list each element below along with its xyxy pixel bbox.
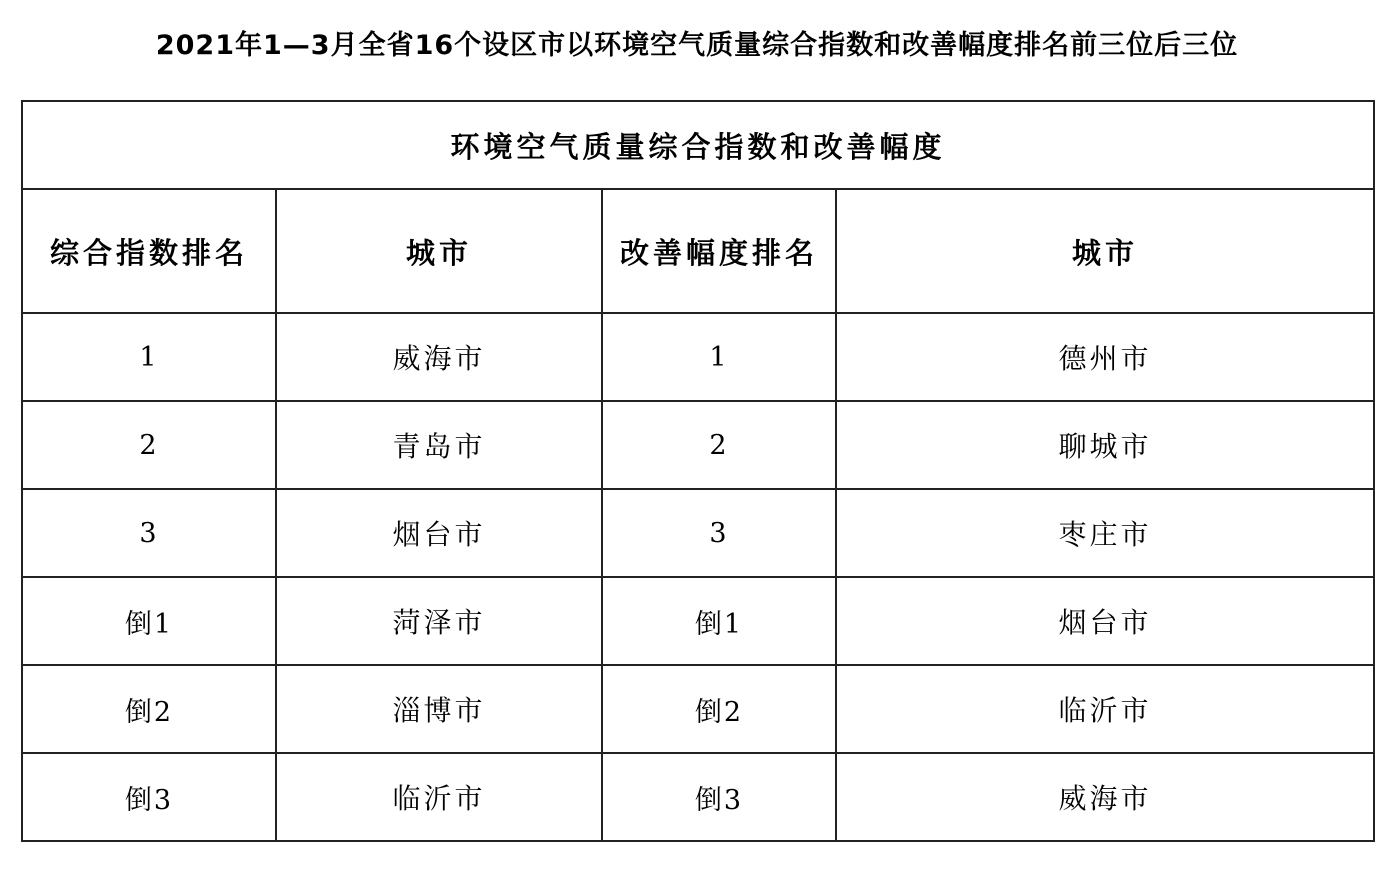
improvement-city-cell: 临沂市 bbox=[836, 665, 1374, 753]
table-row bbox=[22, 577, 1374, 665]
table-row bbox=[22, 753, 1374, 841]
table-row bbox=[22, 313, 1374, 401]
composite-rank-cell: 倒2 bbox=[22, 665, 276, 753]
composite-city-cell: 青岛市 bbox=[276, 401, 602, 489]
composite-rank-cell: 1 bbox=[22, 313, 276, 401]
improvement-rank-cell: 倒2 bbox=[602, 665, 836, 753]
improvement-rank-cell: 倒3 bbox=[602, 753, 836, 841]
ranking-table bbox=[21, 100, 1375, 842]
composite-city-cell: 淄博市 bbox=[276, 665, 602, 753]
composite-city-cell: 菏泽市 bbox=[276, 577, 602, 665]
improvement-city-cell: 聊城市 bbox=[836, 401, 1374, 489]
improvement-city-cell: 枣庄市 bbox=[836, 489, 1374, 577]
composite-city-cell: 烟台市 bbox=[276, 489, 602, 577]
table-row bbox=[22, 489, 1374, 577]
table-caption: 环境空气质量综合指数和改善幅度 bbox=[22, 101, 1374, 189]
composite-rank-cell: 倒3 bbox=[22, 753, 276, 841]
improvement-rank-cell: 倒1 bbox=[602, 577, 836, 665]
improvement-city-cell: 烟台市 bbox=[836, 577, 1374, 665]
table-caption-row bbox=[22, 101, 1374, 189]
improvement-city-cell: 威海市 bbox=[836, 753, 1374, 841]
table-row bbox=[22, 401, 1374, 489]
header-composite-index-rank: 综合指数排名 bbox=[22, 189, 276, 313]
header-city: 城市 bbox=[276, 189, 602, 313]
improvement-city-cell: 德州市 bbox=[836, 313, 1374, 401]
composite-rank-cell: 3 bbox=[22, 489, 276, 577]
composite-rank-cell: 倒1 bbox=[22, 577, 276, 665]
improvement-rank-cell: 2 bbox=[602, 401, 836, 489]
composite-city-cell: 威海市 bbox=[276, 313, 602, 401]
improvement-rank-cell: 3 bbox=[602, 489, 836, 577]
header-city: 城市 bbox=[836, 189, 1374, 313]
page-title: 2021年1—3月全省16个设区市以环境空气质量综合指数和改善幅度排名前三位后三位 bbox=[155, 30, 1239, 61]
table-header-row bbox=[22, 189, 1374, 313]
composite-rank-cell: 2 bbox=[22, 401, 276, 489]
composite-city-cell: 临沂市 bbox=[276, 753, 602, 841]
table-row bbox=[22, 665, 1374, 753]
improvement-rank-cell: 1 bbox=[602, 313, 836, 401]
header-improvement-rank: 改善幅度排名 bbox=[602, 189, 836, 313]
